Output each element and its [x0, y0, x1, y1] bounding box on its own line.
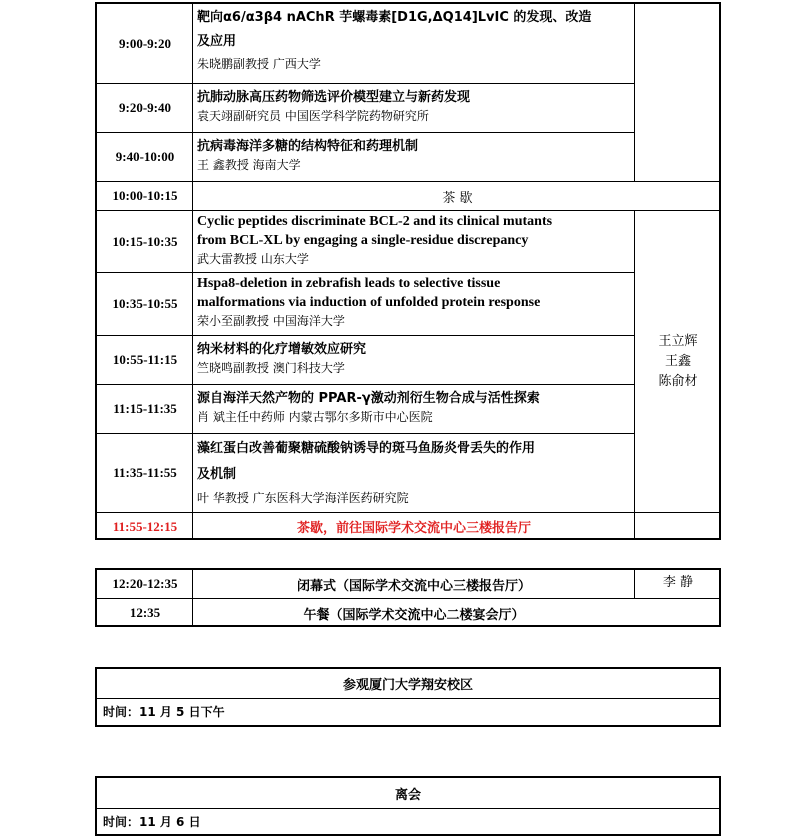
talk-speaker: 袁天翊副研究员 中国医学科学院药物研究所: [197, 109, 429, 123]
closing-time: 12:20-12:35: [112, 576, 178, 591]
session-chairs: [635, 211, 721, 512]
talk-row: [97, 211, 719, 273]
talk-speaker: 荣小至副教授 中国海洋大学: [197, 314, 345, 328]
visit-title: 参观厦门大学翔安校区: [342, 678, 473, 693]
closing-row: [97, 570, 719, 598]
session-table: [95, 2, 721, 540]
talk-time: 9:20-9:40: [119, 100, 171, 115]
talk-speaker: 武大雷教授 山东大学: [197, 252, 309, 266]
talk-time: 9:40-10:00: [115, 149, 175, 164]
talk-row: [97, 336, 719, 384]
chair-name: 王立辉: [658, 333, 698, 349]
talk-speaker: 朱晓鹏副教授 广西大学: [197, 57, 321, 71]
talk-details: [194, 385, 634, 433]
talk-title: 抗肺动脉高压药物筛选评价模型建立与新药发现: [197, 90, 471, 105]
break-row: [97, 182, 719, 210]
talk-title: Hspa8-deletion in zebrafish leads to selective tissue: [197, 276, 501, 291]
lunch-row: [97, 599, 719, 627]
lunch-time: 12:35: [129, 605, 161, 620]
lunch-title: 午餐（国际学术交流中心二楼宴会厅）: [303, 607, 525, 623]
chair-name: 王鑫: [664, 353, 691, 369]
departure-time: 时间：11 月 6 日: [103, 815, 201, 829]
break-time: 11:55-12:15: [112, 518, 178, 534]
talk-details: [194, 273, 634, 335]
talk-row: [97, 133, 719, 181]
talk-title-cont: malformations via induction of unfolded protein response: [197, 295, 541, 310]
talk-title: 纳米材料的化疗增敏效应研究: [197, 342, 367, 357]
talk-row: [97, 385, 719, 433]
talk-title: 藻红蛋白改善葡聚糖硫酸钠诱导的斑马鱼肠炎骨丢失的作用: [197, 441, 536, 456]
talk-time: 10:55-11:15: [112, 352, 178, 367]
talk-time: 10:35-10:55: [112, 296, 178, 311]
talk-details: [194, 133, 634, 181]
visit-table: [95, 667, 721, 727]
talk-title: 抗病毒海洋多糖的结构特征和药理机制: [197, 139, 419, 154]
talk-time: 11:15-11:35: [113, 401, 177, 416]
talk-speaker: 叶 华教授 广东医科大学海洋医药研究院: [197, 491, 409, 505]
visit-time: 时间：11 月 5 日下午: [103, 705, 225, 719]
closing-title: 闭幕式（国际学术交流中心三楼报告厅）: [296, 578, 531, 594]
closing-chair: 李 静: [662, 575, 694, 590]
talk-speaker: 竺晓鸣副教授 澳门科技大学: [197, 361, 345, 375]
talk-time: 9:00-9:20: [119, 36, 171, 51]
break-label: 茶 歇: [442, 190, 473, 206]
talk-row: [97, 4, 719, 84]
talk-time: 10:15-10:35: [112, 234, 178, 249]
talk-time: 11:35-11:55: [113, 465, 177, 480]
talk-row: [97, 434, 719, 512]
closing-table: [95, 568, 721, 627]
talk-title-cont: 及应用: [197, 34, 237, 49]
break-row: [97, 513, 719, 540]
talk-row: [97, 273, 719, 335]
chair-name: 陈俞材: [658, 373, 698, 389]
talk-details: [194, 211, 634, 273]
departure-title: 离会: [394, 787, 421, 803]
talk-details: [194, 4, 634, 84]
talk-details: [194, 84, 634, 132]
talk-title: Cyclic peptides discriminate BCL-2 and its clinical mutants: [197, 214, 553, 229]
talk-title: 源自海洋天然产物的 PPAR-γ激动剂衍生物合成与活性探索: [197, 391, 540, 406]
talk-row: [97, 84, 719, 132]
departure-table: [95, 776, 721, 836]
talk-speaker: 肖 斌主任中药师 内蒙古鄂尔多斯市中心医院: [197, 410, 433, 424]
talk-speaker: 王 鑫教授 海南大学: [197, 158, 301, 172]
talk-title: 靶向α6/α3β4 nAChR 芋螺毒素[D1G,ΔQ14]LvIC 的发现、改造: [197, 10, 592, 25]
talk-details: [194, 336, 634, 384]
talk-details: [194, 434, 634, 512]
break-label: 茶歇，前往国际学术交流中心三楼报告厅: [296, 521, 531, 536]
break-time: 10:00-10:15: [112, 188, 178, 203]
talk-title-cont: from BCL-XL by engaging a single-residue discrepancy: [197, 233, 529, 248]
talk-title-cont: 及机制: [197, 467, 237, 482]
